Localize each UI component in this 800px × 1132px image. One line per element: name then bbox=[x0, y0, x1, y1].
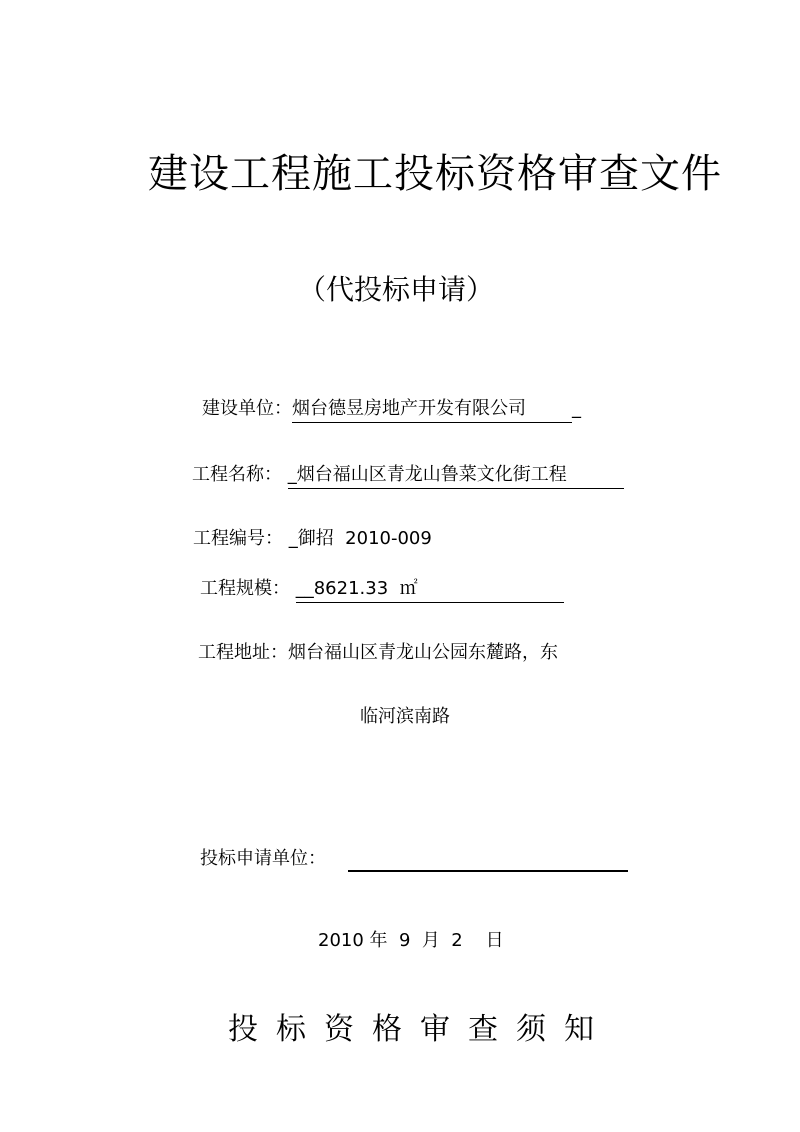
field-address bbox=[198, 640, 558, 666]
field-project-name-value-line bbox=[288, 462, 624, 489]
field-project-no-label: 工程编号： bbox=[193, 528, 283, 549]
field-applicant-blank[interactable] bbox=[348, 850, 628, 872]
field-project-name-value: 烟台福山区青龙山鲁菜文化街工程 bbox=[296, 464, 567, 485]
field-applicant-label: 投标申请单位： bbox=[200, 848, 326, 869]
field-project-scale-prefix: __ bbox=[295, 578, 314, 599]
field-address-label: 工程地址： bbox=[198, 642, 288, 663]
field-address-value-line1: 烟台福山区青龙山公园东麓路，东 bbox=[288, 642, 558, 663]
document-subtitle: （代投标申请） bbox=[298, 273, 495, 306]
field-owner-trail: _ bbox=[572, 398, 581, 419]
field-owner-label: 建设单位： bbox=[202, 398, 292, 419]
field-project-scale-value-line bbox=[296, 576, 564, 603]
field-address-value-line2: 临河滨南路 bbox=[360, 706, 450, 727]
field-project-name-label: 工程名称： bbox=[192, 464, 282, 485]
field-project-name-prefix: _ bbox=[287, 464, 297, 485]
field-project-name bbox=[192, 462, 624, 489]
notice-heading: 投标资格审查须知 bbox=[228, 1012, 612, 1047]
field-applicant bbox=[200, 846, 628, 872]
field-project-no-prefix: _ bbox=[288, 528, 298, 549]
field-project-no bbox=[193, 526, 432, 552]
field-project-scale-label: 工程规模： bbox=[200, 578, 290, 599]
field-owner-value: 烟台德昱房地产开发有限公司 bbox=[292, 396, 572, 423]
field-owner bbox=[202, 396, 581, 423]
field-project-scale-value: 8621.33 ㎡ bbox=[313, 578, 418, 599]
document-date: 2010 年 9 月 2 日 bbox=[318, 930, 504, 951]
field-project-no-value: 御招 2010-009 bbox=[297, 528, 432, 549]
document-title: 建设工程施工投标资格审查文件 bbox=[148, 151, 722, 197]
field-project-scale bbox=[200, 576, 564, 603]
